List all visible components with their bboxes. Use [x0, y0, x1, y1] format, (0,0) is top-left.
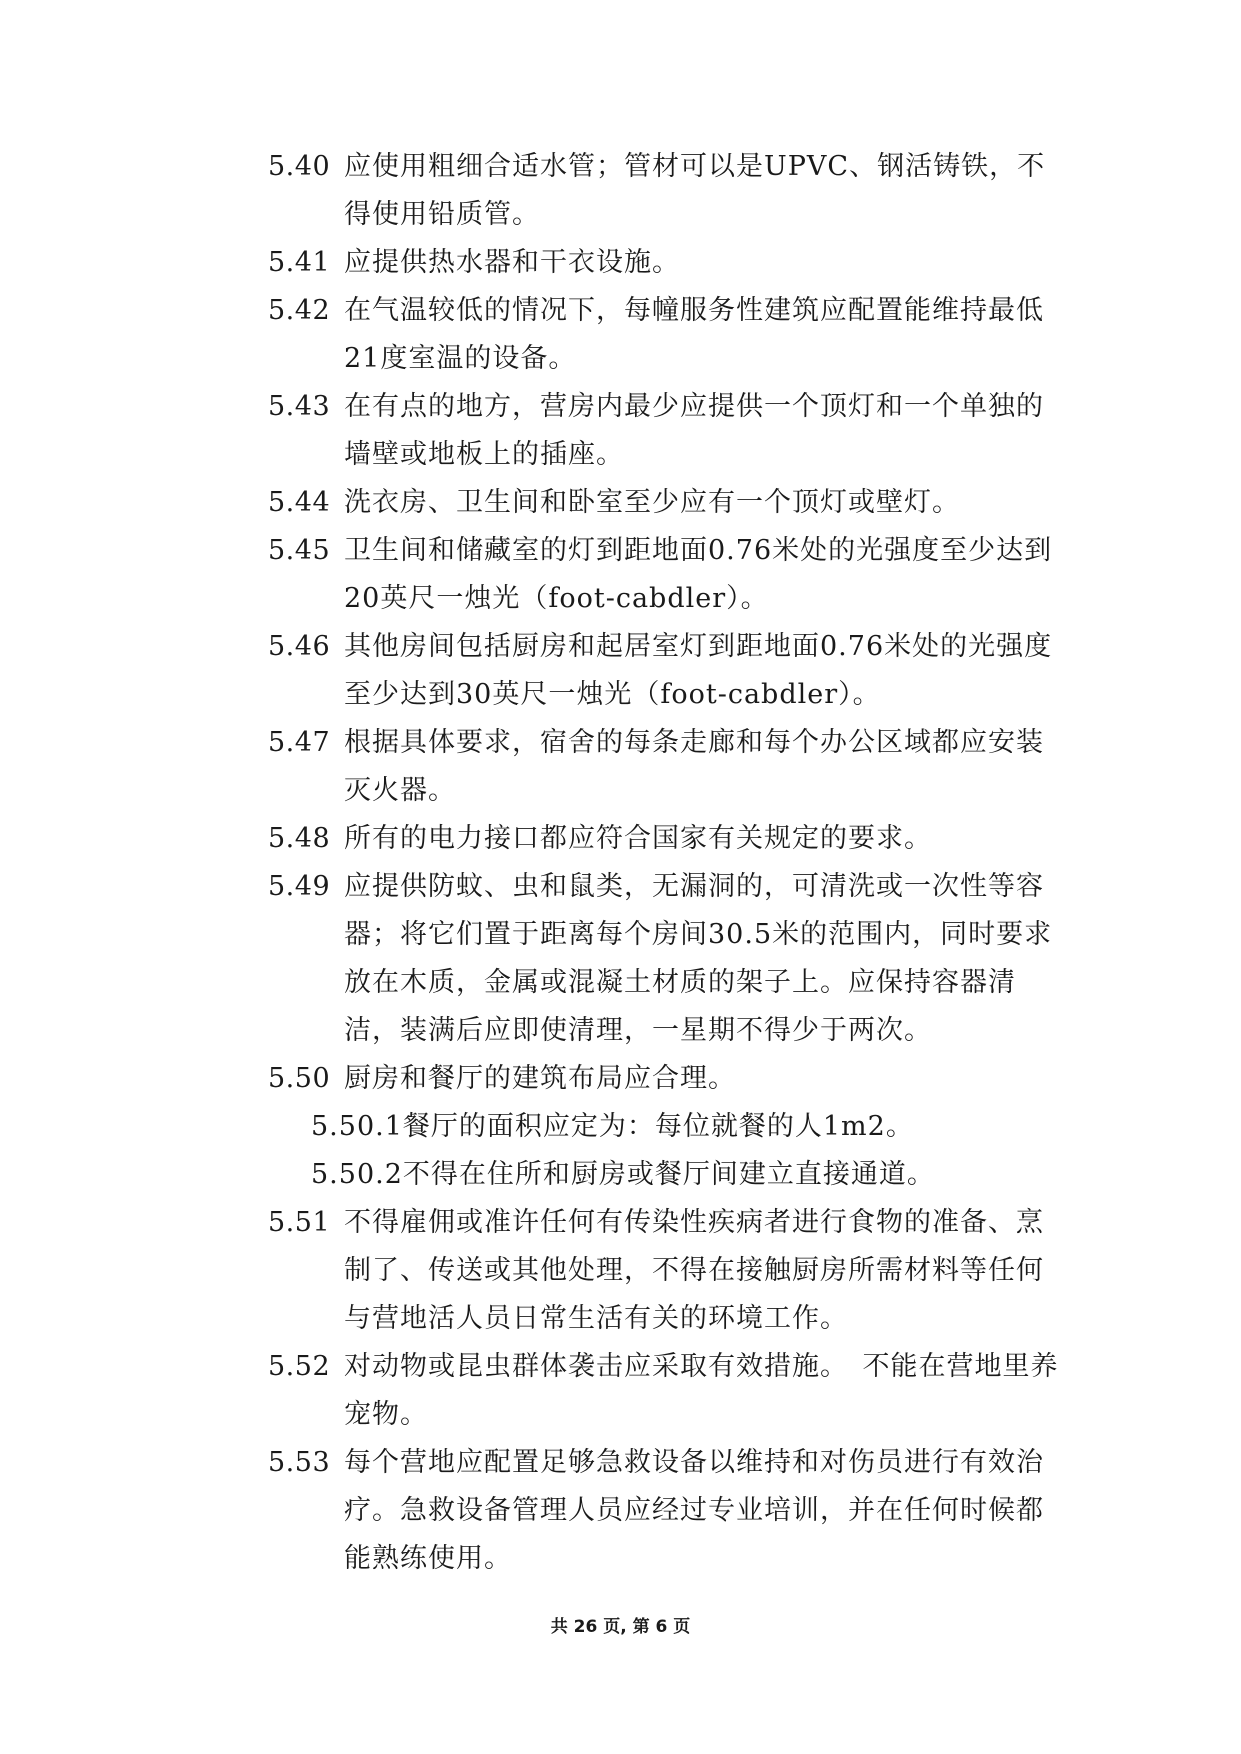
clause-number: 5.48 [268, 823, 331, 854]
clause-5-41 [268, 239, 1068, 287]
clause-number: 5.45 [268, 535, 331, 566]
clause-text: 所有的电力接口都应符合国家有关规定的要求。 [344, 823, 932, 854]
clause-text: 应使用粗细合适水管；管材可以是UPVC、钢活铸铁，不得使用铅质管。 [344, 151, 1046, 230]
document-body [268, 143, 1068, 1583]
clause-5-53 [268, 1439, 1068, 1583]
clause-5-50 [268, 1055, 1068, 1103]
clause-number: 5.40 [268, 151, 331, 182]
clause-5-47 [268, 719, 1068, 815]
clause-number: 5.53 [268, 1447, 331, 1478]
clause-text: 不得雇佣或准许任何有传染性疾病者进行食物的准备、烹制了、传送或其他处理，不得在接触厨房所需材料等任何与营地活人员日常生活有关的环境工作。 [344, 1207, 1044, 1334]
clause-number: 5.44 [268, 487, 331, 518]
clause-text: 洗衣房、卫生间和卧室至少应有一个顶灯或壁灯。 [344, 487, 960, 518]
clause-5-43 [268, 383, 1068, 479]
clause-text: 在有点的地方，营房内最少应提供一个顶灯和一个单独的墙壁或地板上的插座。 [344, 391, 1044, 470]
clause-number: 5.50 [268, 1063, 331, 1094]
clause-5-52 [268, 1343, 1068, 1439]
clause-number: 5.47 [268, 727, 331, 758]
clause-5-42 [268, 287, 1068, 383]
clause-text: 根据具体要求，宿舍的每条走廊和每个办公区域都应安装灭火器。 [344, 727, 1044, 806]
clause-number: 5.51 [268, 1207, 331, 1238]
clause-number: 5.43 [268, 391, 331, 422]
clause-5-45 [268, 527, 1068, 623]
clause-text: 厨房和餐厅的建筑布局应合理。 [344, 1063, 736, 1094]
clause-text: 对动物或昆虫群体袭击应采取有效措施。 不能在营地里养宠物。 [344, 1351, 1059, 1430]
clause-5-40 [268, 143, 1068, 239]
clause-text: 卫生间和储藏室的灯到距地面0.76米处的光强度至少达到20英尺一烛光（foot-cabdler）。 [344, 535, 1053, 614]
clause-text: 应提供防蚊、虫和鼠类，无漏洞的，可清洗或一次性等容器；将它们置于距离每个房间30.5米的范围内，同时要求放在木质，金属或混凝土材质的架子上。应保持容器清洁，装满后应即使清理，一星期不得少于两次。 [344, 871, 1053, 1046]
clause-text: 其他房间包括厨房和起居室灯到距地面0.76米处的光强度至少达到30英尺一烛光（foot-cabdler）。 [344, 631, 1053, 710]
clause-number: 5.52 [268, 1351, 331, 1382]
clause-5-48 [268, 815, 1068, 863]
clause-5-46 [268, 623, 1068, 719]
clause-number: 5.42 [268, 295, 331, 326]
clause-5-51 [268, 1199, 1068, 1343]
clause-5-49 [268, 863, 1068, 1055]
sub-clause-5-50-1: 5.50.1餐厅的面积应定为：每位就餐的人1m2。 [311, 1111, 914, 1142]
clause-text: 每个营地应配置足够急救设备以维持和对伤员进行有效治疗。急救设备管理人员应经过专业培训，并在任何时候都能熟练使用。 [344, 1447, 1044, 1574]
clause-5-44 [268, 479, 1068, 527]
clause-number: 5.46 [268, 631, 331, 662]
clause-number: 5.49 [268, 871, 331, 902]
clause-text: 在气温较低的情况下，每幢服务性建筑应配置能维持最低21度室温的设备。 [344, 295, 1044, 374]
sub-clause-5-50-2: 5.50.2不得在住所和厨房或餐厅间建立直接通道。 [311, 1159, 935, 1190]
clause-number: 5.41 [268, 247, 331, 278]
clause-text: 应提供热水器和干衣设施。 [344, 247, 680, 278]
page-footer: 共 26 页, 第 6 页 [550, 1617, 691, 1637]
